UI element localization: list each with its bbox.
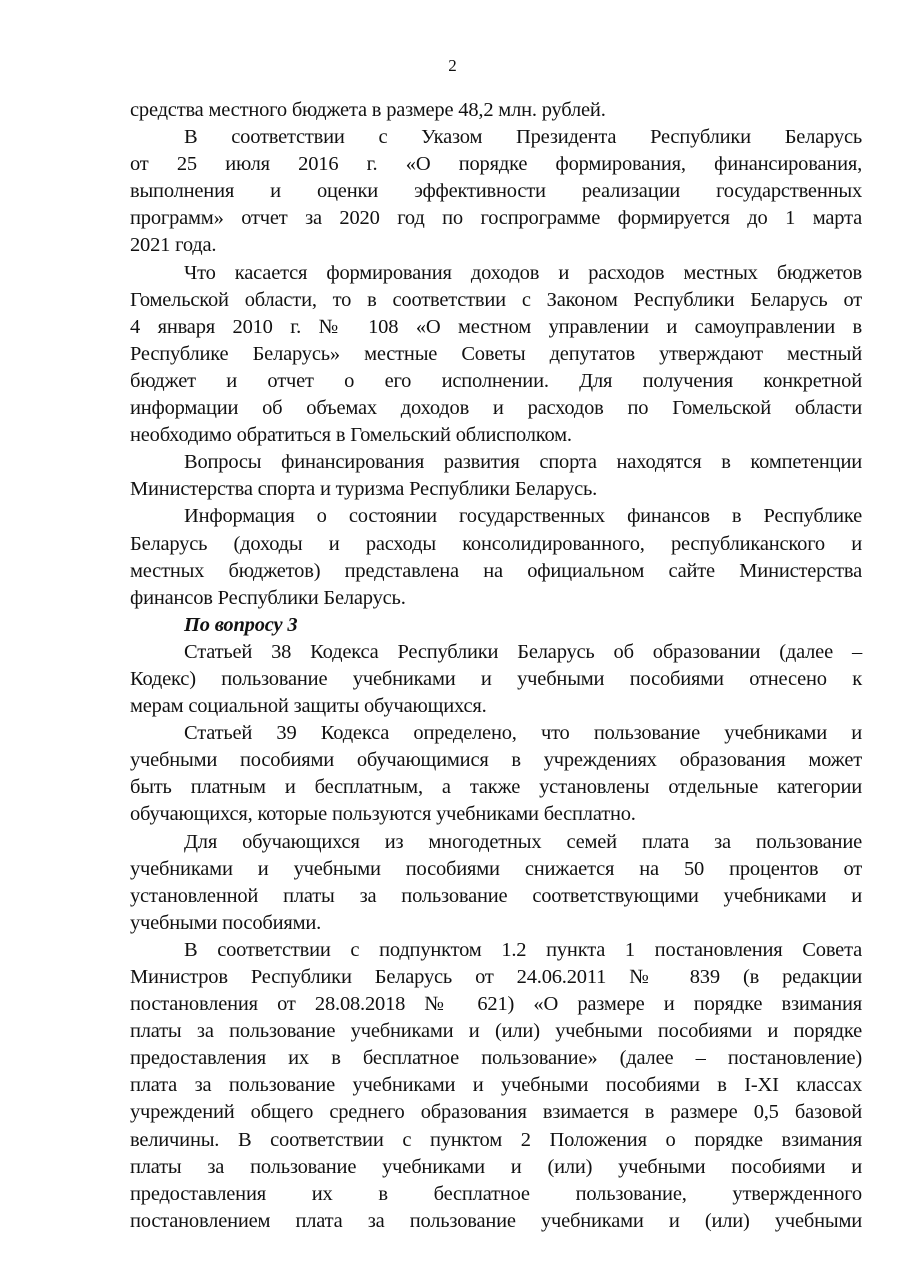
text-line: обучающихся, которые пользуются учебниками бесплатно. — [130, 803, 636, 826]
text-line: В соответствии с Указом Президента Республики Беларусь — [184, 126, 862, 149]
text-line: Министерства спорта и туризма Республики Беларусь. — [130, 478, 598, 501]
text-line: Статьей 38 Кодекса Республики Беларусь об образовании (далее – — [184, 640, 862, 663]
paragraph-council-resolution — [130, 937, 862, 1235]
text-line: учреждений общего среднего образования взимается в размере 0,5 базовой — [130, 1101, 862, 1124]
paragraph-sport-financing — [130, 449, 862, 503]
text-line: информации об объемах доходов и расходов по Гомельской области — [130, 397, 862, 420]
text-line: быть платным и бесплатным, а также установлены отдельные категории — [130, 776, 862, 799]
document-body — [130, 97, 862, 1235]
text-line: Беларусь (доходы и расходы консолидированного, республиканского и — [130, 532, 862, 555]
text-line: величины. В соответствии с пунктом 2 Положения о порядке взимания — [130, 1128, 862, 1151]
text-line: Информация о состоянии государственных финансов в Республике — [184, 505, 862, 528]
paragraph-large-families — [130, 829, 862, 937]
text-line: мерам социальной защиты обучающихся. — [130, 695, 487, 718]
text-line: 4 января 2010 г. № 108 «О местном управлении и самоуправлении в — [130, 315, 862, 338]
paragraph-state-finances — [130, 503, 862, 611]
paragraph-article-39 — [130, 720, 862, 828]
paragraph-budget-continuation — [130, 97, 862, 124]
text-line: необходимо обратиться в Гомельский облисполком. — [130, 424, 572, 447]
text-line: программ» отчет за 2020 год по госпрограмме формируется до 1 марта — [130, 207, 862, 230]
page-number: 2 — [448, 56, 457, 75]
text-line: 2021 года. — [130, 234, 217, 257]
text-line: постановлением плата за пользование учебниками и (или) учебными — [130, 1209, 862, 1232]
text-line: финансов Республики Беларусь. — [130, 586, 406, 609]
text-line: установленной платы за пользование соответствующими учебниками и — [130, 884, 862, 907]
text-line: средства местного бюджета в размере 48,2 млн. рублей. — [130, 99, 606, 121]
text-line: постановления от 28.08.2018 № 621) «О размере и порядке взимания — [130, 993, 862, 1016]
text-line: Вопросы финансирования развития спорта находятся в компетенции — [184, 451, 862, 474]
text-line: платы за пользование учебниками и (или) учебными пособиями и порядке — [130, 1020, 862, 1043]
text-line: Кодекс) пользование учебниками и учебными пособиями отнесено к — [130, 667, 862, 690]
text-line: от 25 июля 2016 г. «О порядке формирования, финансирования, — [130, 153, 862, 176]
paragraph-local-budgets — [130, 260, 862, 450]
text-line: бюджет и отчет о его исполнении. Для получения конкретной — [130, 369, 862, 392]
text-line: В соответствии с подпунктом 1.2 пункта 1 постановления Совета — [184, 938, 862, 961]
heading-text: По вопросу 3 — [184, 613, 298, 636]
text-line: Министров Республики Беларусь от 24.06.2011 № 839 (в редакции — [130, 966, 862, 988]
text-line: предоставления их в бесплатное пользование, утвержденного — [130, 1182, 862, 1205]
text-line: учебными пособиями. — [130, 911, 322, 934]
paragraph-article-38 — [130, 639, 862, 720]
text-line: учебными пособиями обучающимися в учреждениях образования может — [130, 749, 862, 772]
text-line: Республике Беларусь» местные Советы депутатов утверждают местный — [130, 342, 862, 365]
text-line: плата за пользование учебниками и учебными пособиями в I-XI классах — [130, 1074, 862, 1097]
text-line: предоставления их в бесплатное пользование» (далее – постановление) — [130, 1047, 862, 1070]
text-line: учебниками и учебными пособиями снижается на 50 процентов от — [130, 857, 862, 880]
text-line: местных бюджетов) представлена на официальном сайте Министерства — [130, 559, 862, 582]
text-line: Гомельской области, то в соответствии с Законом Республики Беларусь от — [130, 288, 862, 311]
text-line: выполнения и оценки эффективности реализации государственных — [130, 180, 862, 203]
section-heading-question-3 — [130, 612, 862, 639]
text-line: платы за пользование учебниками и (или) учебными пособиями и — [130, 1155, 862, 1178]
text-line: Что касается формирования доходов и расходов местных бюджетов — [184, 261, 862, 284]
text-line: Для обучающихся из многодетных семей плата за пользование — [184, 830, 862, 853]
paragraph-presidential-decree — [130, 124, 862, 259]
text-line: Статьей 39 Кодекса определено, что пользование учебниками и — [184, 722, 862, 745]
